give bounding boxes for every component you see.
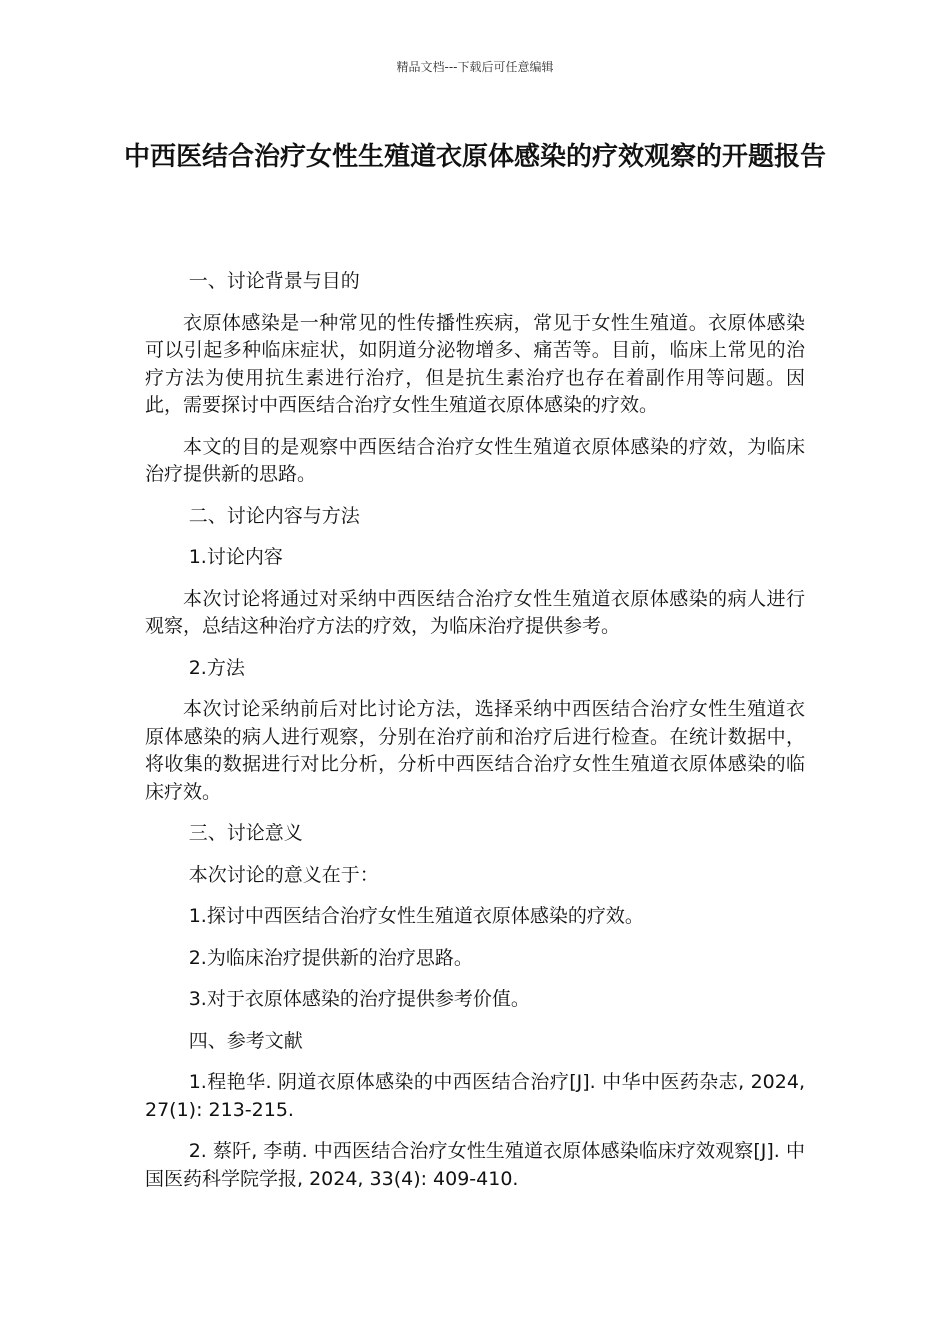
reference-item-1: 1.程艳华. 阴道衣原体感染的中西医结合治疗[J]. 中华中医药杂志, 2024, 27(1): 213-215. bbox=[145, 1071, 805, 1121]
reference-item-2: 2. 蔡阡, 李萌. 中西医结合治疗女性生殖道衣原体感染临床疗效观察[J]. 中国医药科学院学报, 2024, 33(4): 409-410. bbox=[145, 1140, 805, 1190]
document-body bbox=[145, 268, 805, 1207]
list-item-significance-3: 3.对于衣原体感染的治疗提供参考价值。 bbox=[188, 988, 530, 1010]
section-heading-references: 四、参考文献 bbox=[188, 1029, 303, 1052]
subheading-methods: 2.方法 bbox=[188, 656, 245, 679]
paragraph-significance-intro: 本次讨论的意义在于： bbox=[188, 863, 379, 886]
section-heading-content-methods: 二、讨论内容与方法 bbox=[188, 504, 360, 527]
paragraph-methods: 本次讨论采纳前后对比讨论方法，选择采纳中西医结合治疗女性生殖道衣原体感染的病人进行观察，分别在治疗前和治疗后进行检查。在统计数据中，将收集的数据进行对比分析，分析中西医结合治疗女性生殖道衣原体感染的临床疗效。 bbox=[145, 698, 805, 803]
paragraph-purpose: 本文的目的是观察中西医结合治疗女性生殖道衣原体感染的疗效，为临床治疗提供新的思路。 bbox=[145, 435, 805, 485]
paragraph-content: 本次讨论将通过对采纳中西医结合治疗女性生殖道衣原体感染的病人进行观察，总结这种治疗方法的疗效，为临床治疗提供参考。 bbox=[145, 587, 805, 637]
header-note: 精品文档---下载后可任意编辑 bbox=[396, 60, 554, 74]
section-heading-background: 一、讨论背景与目的 bbox=[188, 270, 360, 292]
paragraph-background: 衣原体感染是一种常见的性传播性疾病，常见于女性生殖道。衣原体感染可以引起多种临床症状，如阴道分泌物增多、痛苦等。目前，临床上常见的治疗方法为使用抗生素进行治疗，但是抗生素治疗也存在着副作用等问题。因此，需要探讨中西医结合治疗女性生殖道衣原体感染的疗效。 bbox=[145, 311, 805, 416]
subheading-content: 1.讨论内容 bbox=[188, 546, 283, 568]
list-item-significance-1: 1.探讨中西医结合治疗女性生殖道衣原体感染的疗效。 bbox=[188, 905, 644, 927]
section-heading-significance: 三、讨论意义 bbox=[188, 822, 303, 844]
list-item-significance-2: 2.为临床治疗提供新的治疗思路。 bbox=[188, 946, 473, 969]
document-title: 中西医结合治疗女性生殖道衣原体感染的疗效观察的开题报告 bbox=[123, 142, 826, 172]
